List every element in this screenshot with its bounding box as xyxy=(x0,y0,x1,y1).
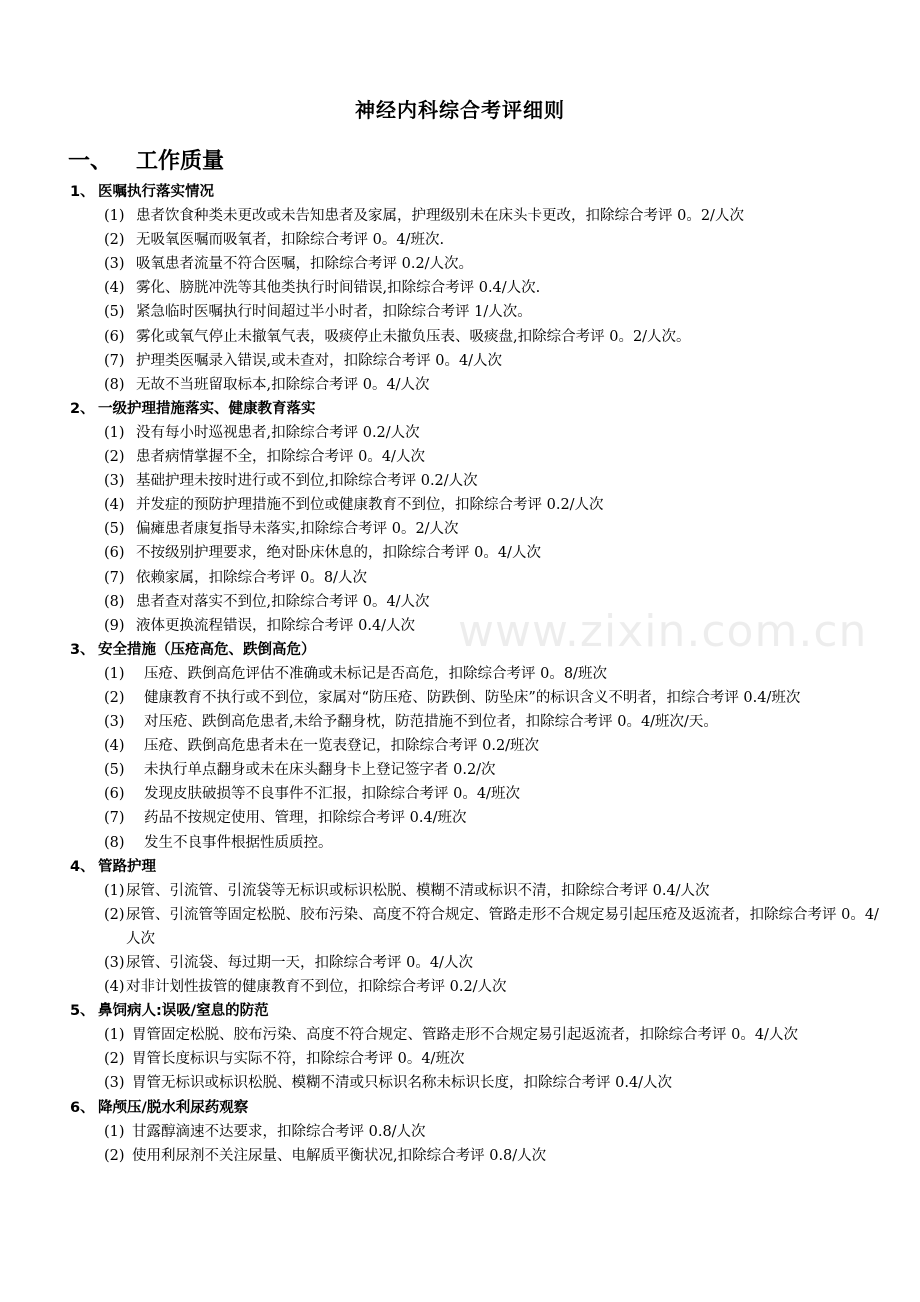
item-number: (5) xyxy=(104,762,125,779)
list-item xyxy=(0,1047,920,1071)
item-text: 发生不良事件根据性质质控。 xyxy=(144,834,333,851)
list-item xyxy=(0,541,920,565)
list-item xyxy=(0,517,920,541)
section xyxy=(0,999,920,1095)
watermark: www.zixin.com.cn xyxy=(458,606,868,657)
item-number: (3) xyxy=(104,473,125,490)
list-item xyxy=(0,710,920,734)
item-number: (9) xyxy=(104,617,125,634)
section xyxy=(0,1096,920,1168)
section-number: 4、 xyxy=(70,858,95,875)
list-item xyxy=(0,204,920,228)
list-item xyxy=(0,831,920,855)
item-number: (1) xyxy=(104,208,125,225)
item-text: 对非计划性拔管的健康教育不到位，扣除综合考评 0.2/人次 xyxy=(126,979,507,996)
section-number: 2、 xyxy=(70,400,95,417)
item-text: 雾化或氧气停止未撤氧气表，吸痰停止未撤负压表、吸痰盘,扣除综合考评 0。2/人次。 xyxy=(136,328,691,345)
item-text: 偏瘫患者康复指导未落实,扣除综合考评 0。2/人次 xyxy=(136,521,459,538)
list-item xyxy=(0,325,920,349)
item-text: 患者查对落实不到位,扣除综合考评 0。4/人次 xyxy=(136,593,430,610)
list-item xyxy=(0,975,920,999)
list-item xyxy=(0,951,920,975)
item-text: 患者饮食种类未更改或未告知患者及家属，护理级别未在床头卡更改，扣除综合考评 0。2/人次 xyxy=(136,208,744,225)
item-number: (2) xyxy=(104,906,125,923)
item-text: 依赖家属，扣除综合考评 0。8/人次 xyxy=(136,569,367,586)
item-text: 并发症的预防护理措施不到位或健康教育不到位，扣除综合考评 0.2/人次 xyxy=(136,497,604,514)
section-number: 1、 xyxy=(70,184,95,200)
list-item xyxy=(0,1144,920,1168)
section xyxy=(0,397,920,638)
item-text: 压疮、跌倒高危评估不准确或未标记是否高危，扣除综合考评 0。8/班次 xyxy=(144,665,607,682)
list-item xyxy=(0,782,920,806)
section xyxy=(0,180,920,397)
item-number: (2) xyxy=(104,232,125,249)
list-item xyxy=(0,228,920,252)
item-text: 甘露醇滴速不达要求，扣除综合考评 0.8/人次 xyxy=(132,1123,426,1140)
item-number: (3) xyxy=(104,714,125,731)
list-item xyxy=(0,734,920,758)
item-number: (1) xyxy=(104,665,125,682)
item-text: 对压疮、跌倒高危患者,未给予翻身枕，防范措施不到位者，扣除综合考评 0。4/班次/天。 xyxy=(144,714,718,731)
item-text: 胃管固定松脱、胶布污染、高度不符合规定、管路走形不合规定易引起返流者，扣除综合考评 0。4/人次 xyxy=(132,1027,798,1044)
item-text: 雾化、膀胱冲洗等其他类执行时间错误,扣除综合考评 0.4/人次. xyxy=(136,280,541,297)
item-number: (7) xyxy=(104,810,125,827)
part-heading xyxy=(68,144,224,175)
section-title: 降颅压/脱水利尿药观察 xyxy=(98,1099,249,1116)
list-item xyxy=(0,686,920,710)
item-text: 健康教育不执行或不到位，家属对“防压疮、防跌倒、防坠床”的标识含义不明者，扣综合考评 0.4/班次 xyxy=(144,689,801,706)
list-item xyxy=(0,493,920,517)
list-item xyxy=(0,252,920,276)
item-number: (1) xyxy=(104,882,125,899)
list-item xyxy=(0,469,920,493)
list-item xyxy=(0,349,920,373)
list-item xyxy=(0,1071,920,1095)
item-text: 尿管、引流管、引流袋等无标识或标识松脱、模糊不清或标识不清，扣除综合考评 0.4/人次 xyxy=(126,882,710,899)
item-text: 尿管、引流袋、每过期一天，扣除综合考评 0。4/人次 xyxy=(126,955,473,971)
item-number: (6) xyxy=(104,786,125,803)
item-number: (8) xyxy=(104,376,125,393)
section-title: 安全措施（压疮高危、跌倒高危） xyxy=(98,641,316,658)
section-heading xyxy=(0,855,920,879)
section-number: 3、 xyxy=(70,641,95,658)
item-text: 发现皮肤破损等不良事件不汇报，扣除综合考评 0。4/班次 xyxy=(144,786,520,803)
list-item xyxy=(0,421,920,445)
item-number: (6) xyxy=(104,545,125,562)
item-number: (4) xyxy=(104,497,125,514)
part-number: 一、 xyxy=(68,149,113,174)
item-text: 紧急临时医嘱执行时间超过半小时者，扣除综合考评 1/人次。 xyxy=(136,304,532,321)
list-item xyxy=(0,662,920,686)
list-item xyxy=(0,566,920,590)
item-number: (4) xyxy=(104,979,125,996)
section xyxy=(0,638,920,855)
item-number: (5) xyxy=(104,304,125,321)
list-item xyxy=(0,1023,920,1047)
list-item xyxy=(0,276,920,300)
item-text: 没有每小时巡视患者,扣除综合考评 0.2/人次 xyxy=(136,424,420,441)
section-heading xyxy=(0,397,920,421)
item-text: 护理类医嘱录入错误,或未查对，扣除综合考评 0。4/人次 xyxy=(136,352,503,369)
item-text: 患者病情掌握不全，扣除综合考评 0。4/人次 xyxy=(136,449,425,466)
list-item xyxy=(0,903,920,951)
section-number: 6、 xyxy=(70,1099,95,1116)
item-text: 未执行单点翻身或未在床头翻身卡上登记签字者 0.2/次 xyxy=(144,762,496,779)
item-number: (3) xyxy=(104,955,125,971)
section-heading xyxy=(0,999,920,1023)
item-number: (3) xyxy=(104,256,125,273)
item-number: (4) xyxy=(104,280,125,297)
list-item xyxy=(0,1120,920,1144)
item-text: 基础护理未按时进行或不到位,扣除综合考评 0.2/人次 xyxy=(136,473,478,490)
section xyxy=(0,855,920,1000)
item-number: (5) xyxy=(104,521,125,538)
item-text: 吸氧患者流量不符合医嘱，扣除综合考评 0.2/人次。 xyxy=(136,256,474,273)
document-title: 神经内科综合考评细则 xyxy=(355,98,565,122)
document-body xyxy=(0,180,920,1168)
section-heading xyxy=(0,180,920,204)
item-text: 液体更换流程错误，扣除综合考评 0.4/人次 xyxy=(136,617,416,634)
item-number: (7) xyxy=(104,569,125,586)
item-text: 胃管无标识或标识松脱、模糊不清或只标识名称未标识长度，扣除综合考评 0.4/人次 xyxy=(132,1075,673,1092)
list-item xyxy=(0,300,920,324)
item-text: 使用利尿剂不关注尿量、电解质平衡状况,扣除综合考评 0.8/人次 xyxy=(132,1147,547,1164)
section-number: 5、 xyxy=(70,1003,95,1020)
list-item xyxy=(0,445,920,469)
item-text: 压疮、跌倒高危患者未在一览表登记，扣除综合考评 0.2/班次 xyxy=(144,738,540,755)
item-number: (2) xyxy=(104,1051,125,1068)
section-title: 一级护理措施落实、健康教育落实 xyxy=(98,400,316,417)
item-number: (8) xyxy=(104,593,125,610)
item-number: (2) xyxy=(104,689,125,706)
item-text: 尿管、引流管等固定松脱、胶布污染、高度不符合规定、管路走形不合规定易引起压疮及返流者，扣除综合考评 0。4/人次 xyxy=(126,906,879,947)
item-text: 不按级别护理要求，绝对卧床休息的，扣除综合考评 0。4/人次 xyxy=(136,545,541,562)
list-item xyxy=(0,879,920,903)
section-title: 医嘱执行落实情况 xyxy=(98,184,214,200)
item-number: (1) xyxy=(104,1123,125,1140)
list-item xyxy=(0,806,920,830)
item-text: 胃管长度标识与实际不符，扣除综合考评 0。4/班次 xyxy=(132,1051,465,1068)
item-number: (3) xyxy=(104,1075,125,1092)
part-label: 工作质量 xyxy=(136,149,225,174)
item-number: (1) xyxy=(104,424,125,441)
section-heading xyxy=(0,1096,920,1120)
list-item xyxy=(0,373,920,397)
item-text: 无故不当班留取标本,扣除综合考评 0。4/人次 xyxy=(136,376,430,393)
item-number: (7) xyxy=(104,352,125,369)
section-title: 管路护理 xyxy=(98,858,156,875)
item-number: (2) xyxy=(104,449,125,466)
item-number: (8) xyxy=(104,834,125,851)
item-text: 无吸氧医嘱而吸氧者，扣除综合考评 0。4/班次. xyxy=(136,232,445,249)
list-item xyxy=(0,758,920,782)
item-number: (6) xyxy=(104,328,125,345)
item-number: (2) xyxy=(104,1147,125,1164)
section-title: 鼻饲病人:误吸/窒息的防范 xyxy=(98,1003,269,1020)
item-number: (4) xyxy=(104,738,125,755)
item-text: 药品不按规定使用、管理，扣除综合考评 0.4/班次 xyxy=(144,810,467,827)
item-number: (1) xyxy=(104,1027,125,1044)
